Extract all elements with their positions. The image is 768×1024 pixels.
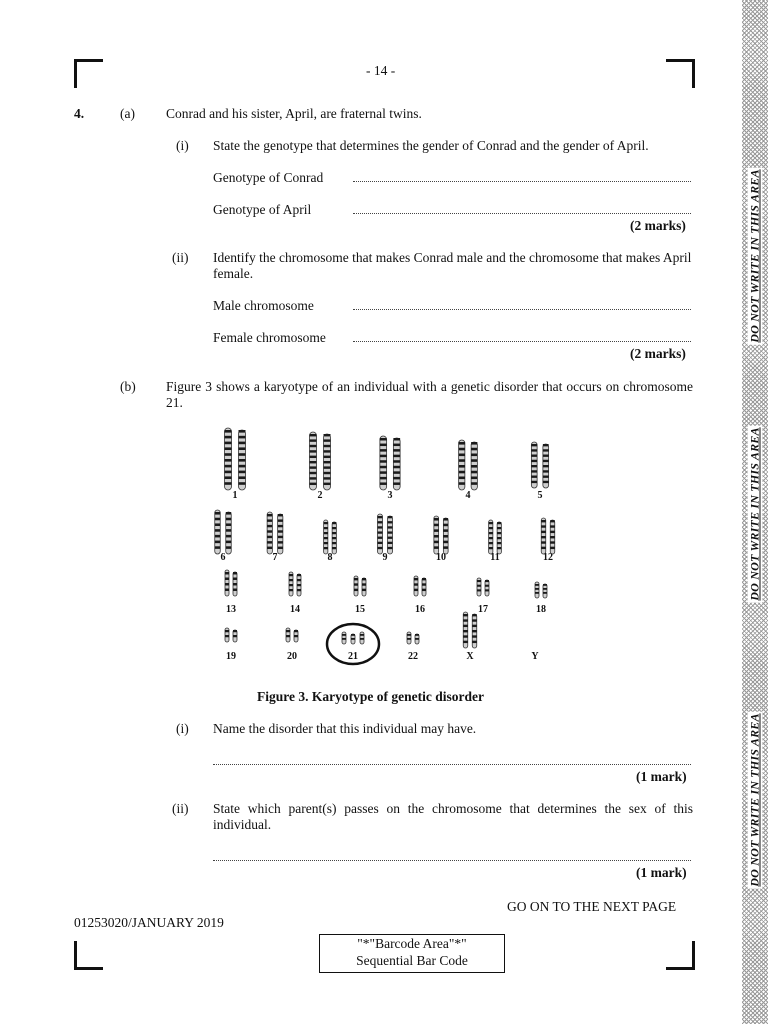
barcode-line-1: "*"Barcode Area"*" — [357, 936, 467, 951]
question-number: 4. — [74, 106, 85, 121]
parent-answer-line[interactable] — [213, 860, 691, 861]
chromosome-pair-11 — [489, 520, 502, 554]
genotype-april-label: Genotype of April — [213, 202, 312, 217]
chromosome-label-1: 1 — [232, 490, 238, 501]
barcode-line-2: Sequential Bar Code — [356, 953, 468, 968]
chromosome-pair-9 — [378, 514, 393, 554]
margin-warning-bottom: DO NOT WRITE IN THIS AREA — [747, 713, 762, 887]
chromosome-pair-5 — [531, 442, 548, 488]
female-chromosome-label: Female chromosome — [213, 330, 326, 345]
chromosome-label-15: 15 — [355, 604, 365, 615]
margin-warning-top: DO NOT WRITE IN THIS AREA — [747, 169, 762, 343]
part-a-i-marks: (2 marks) — [630, 218, 686, 233]
genotype-conrad-answer-line[interactable] — [353, 181, 691, 182]
part-b-ii-marks: (1 mark) — [636, 865, 687, 880]
part-a-ii-marks: (2 marks) — [630, 346, 686, 361]
chromosome-label-4: 4 — [465, 490, 471, 501]
chromosome-label-Y: Y — [531, 651, 539, 662]
chromosome-pairs — [215, 428, 555, 648]
part-b-ii-label: (ii) — [172, 801, 189, 816]
chromosome-label-22: 22 — [408, 651, 418, 662]
part-b-i-marks: (1 mark) — [636, 769, 687, 784]
chromosome-label-14: 14 — [290, 604, 300, 615]
chromosome-pair-3 — [380, 436, 400, 490]
chromosome-pair-4 — [459, 440, 478, 490]
chromosome-pair-22 — [407, 632, 419, 644]
chromosome-label-12: 12 — [543, 552, 553, 563]
chromosome-label-18: 18 — [536, 604, 546, 615]
chromosome-label-10: 10 — [436, 552, 446, 563]
chromosome-pair-8 — [324, 520, 337, 554]
part-a-i-text: State the genotype that determines the gender of Conrad and the gender of April. — [213, 138, 649, 153]
part-a-ii-label: (ii) — [172, 250, 189, 265]
female-chromosome-answer-line[interactable] — [353, 341, 691, 342]
chromosome-label-8: 8 — [327, 552, 333, 563]
crop-mark-top-left — [74, 59, 103, 88]
male-chromosome-answer-line[interactable] — [353, 309, 691, 310]
genotype-april-answer-line[interactable] — [353, 213, 691, 214]
male-chromosome-label: Male chromosome — [213, 298, 314, 313]
chromosome-label-13: 13 — [226, 604, 236, 615]
crop-mark-bottom-right — [666, 941, 695, 970]
exam-code: 01253020/JANUARY 2019 — [74, 915, 224, 930]
chromosome-pair-17 — [477, 578, 489, 596]
chromosome-label-16: 16 — [415, 604, 425, 615]
chromosome-label-5: 5 — [537, 490, 543, 501]
part-a-ii-text: Identify the chromosome that makes Conrad male and the chromosome that makes April female. — [213, 250, 692, 281]
chromosome-label-11: 11 — [490, 552, 500, 563]
part-a-i-label: (i) — [176, 138, 189, 153]
chromosome-pair-14 — [289, 572, 301, 596]
chromosome-pair-1 — [225, 428, 246, 490]
chromosome-pair-2 — [310, 432, 331, 490]
chromosome-pair-7 — [267, 512, 283, 554]
margin-warning-middle: DO NOT WRITE IN THIS AREA — [747, 427, 762, 601]
chromosome-label-3: 3 — [387, 490, 393, 501]
crop-mark-top-right — [666, 59, 695, 88]
page-number: - 14 - — [366, 63, 396, 78]
chromosome-pair-13 — [225, 570, 237, 596]
part-b-i-text: Name the disorder that this individual may have. — [213, 721, 477, 736]
chromosome-pair-16 — [414, 576, 426, 596]
chromosome-pair-18 — [535, 582, 547, 598]
chromosome-pair-19 — [225, 628, 237, 642]
chromosome-label-9: 9 — [382, 552, 388, 563]
crop-mark-bottom-left — [74, 941, 103, 970]
chromosome-pair-21 — [342, 632, 364, 644]
barcode-area — [319, 934, 505, 973]
chromosome-label-2: 2 — [317, 490, 323, 501]
chromosome-label-X: X — [466, 651, 474, 662]
part-a-label: (a) — [120, 106, 135, 121]
chromosome-pair-20 — [286, 628, 298, 642]
part-b-label: (b) — [120, 379, 136, 394]
part-a-stem: Conrad and his sister, April, are fraternal twins. — [166, 106, 422, 121]
chromosome-pair-10 — [434, 516, 448, 554]
go-on-next-page: GO ON TO THE NEXT PAGE — [507, 899, 677, 914]
chromosome-label-21: 21 — [348, 651, 358, 662]
genotype-conrad-label: Genotype of Conrad — [213, 170, 324, 185]
karyotype-figure — [205, 422, 565, 672]
figure-3-caption: Figure 3. Karyotype of genetic disorder — [257, 689, 484, 704]
chromosome-label-17: 17 — [478, 604, 488, 615]
chromosome-pair-6 — [215, 510, 232, 554]
chromosome-pair-12 — [541, 518, 555, 554]
part-b-stem: Figure 3 shows a karyotype of an individual with a genetic disorder that occurs on chromosome 21. — [166, 379, 693, 410]
chromosome-label-6: 6 — [220, 552, 226, 563]
chromosome-label-7: 7 — [272, 552, 278, 563]
chromosome-label-20: 20 — [287, 651, 297, 662]
chromosome-pair-15 — [354, 576, 366, 596]
part-b-i-label: (i) — [176, 721, 189, 736]
chromosome-pair-X — [463, 612, 477, 648]
chromosome-label-19: 19 — [226, 651, 236, 662]
part-b-ii-text: State which parent(s) passes on the chromosome that determines the sex of this individual. — [213, 801, 693, 832]
disorder-answer-line[interactable] — [213, 764, 691, 765]
